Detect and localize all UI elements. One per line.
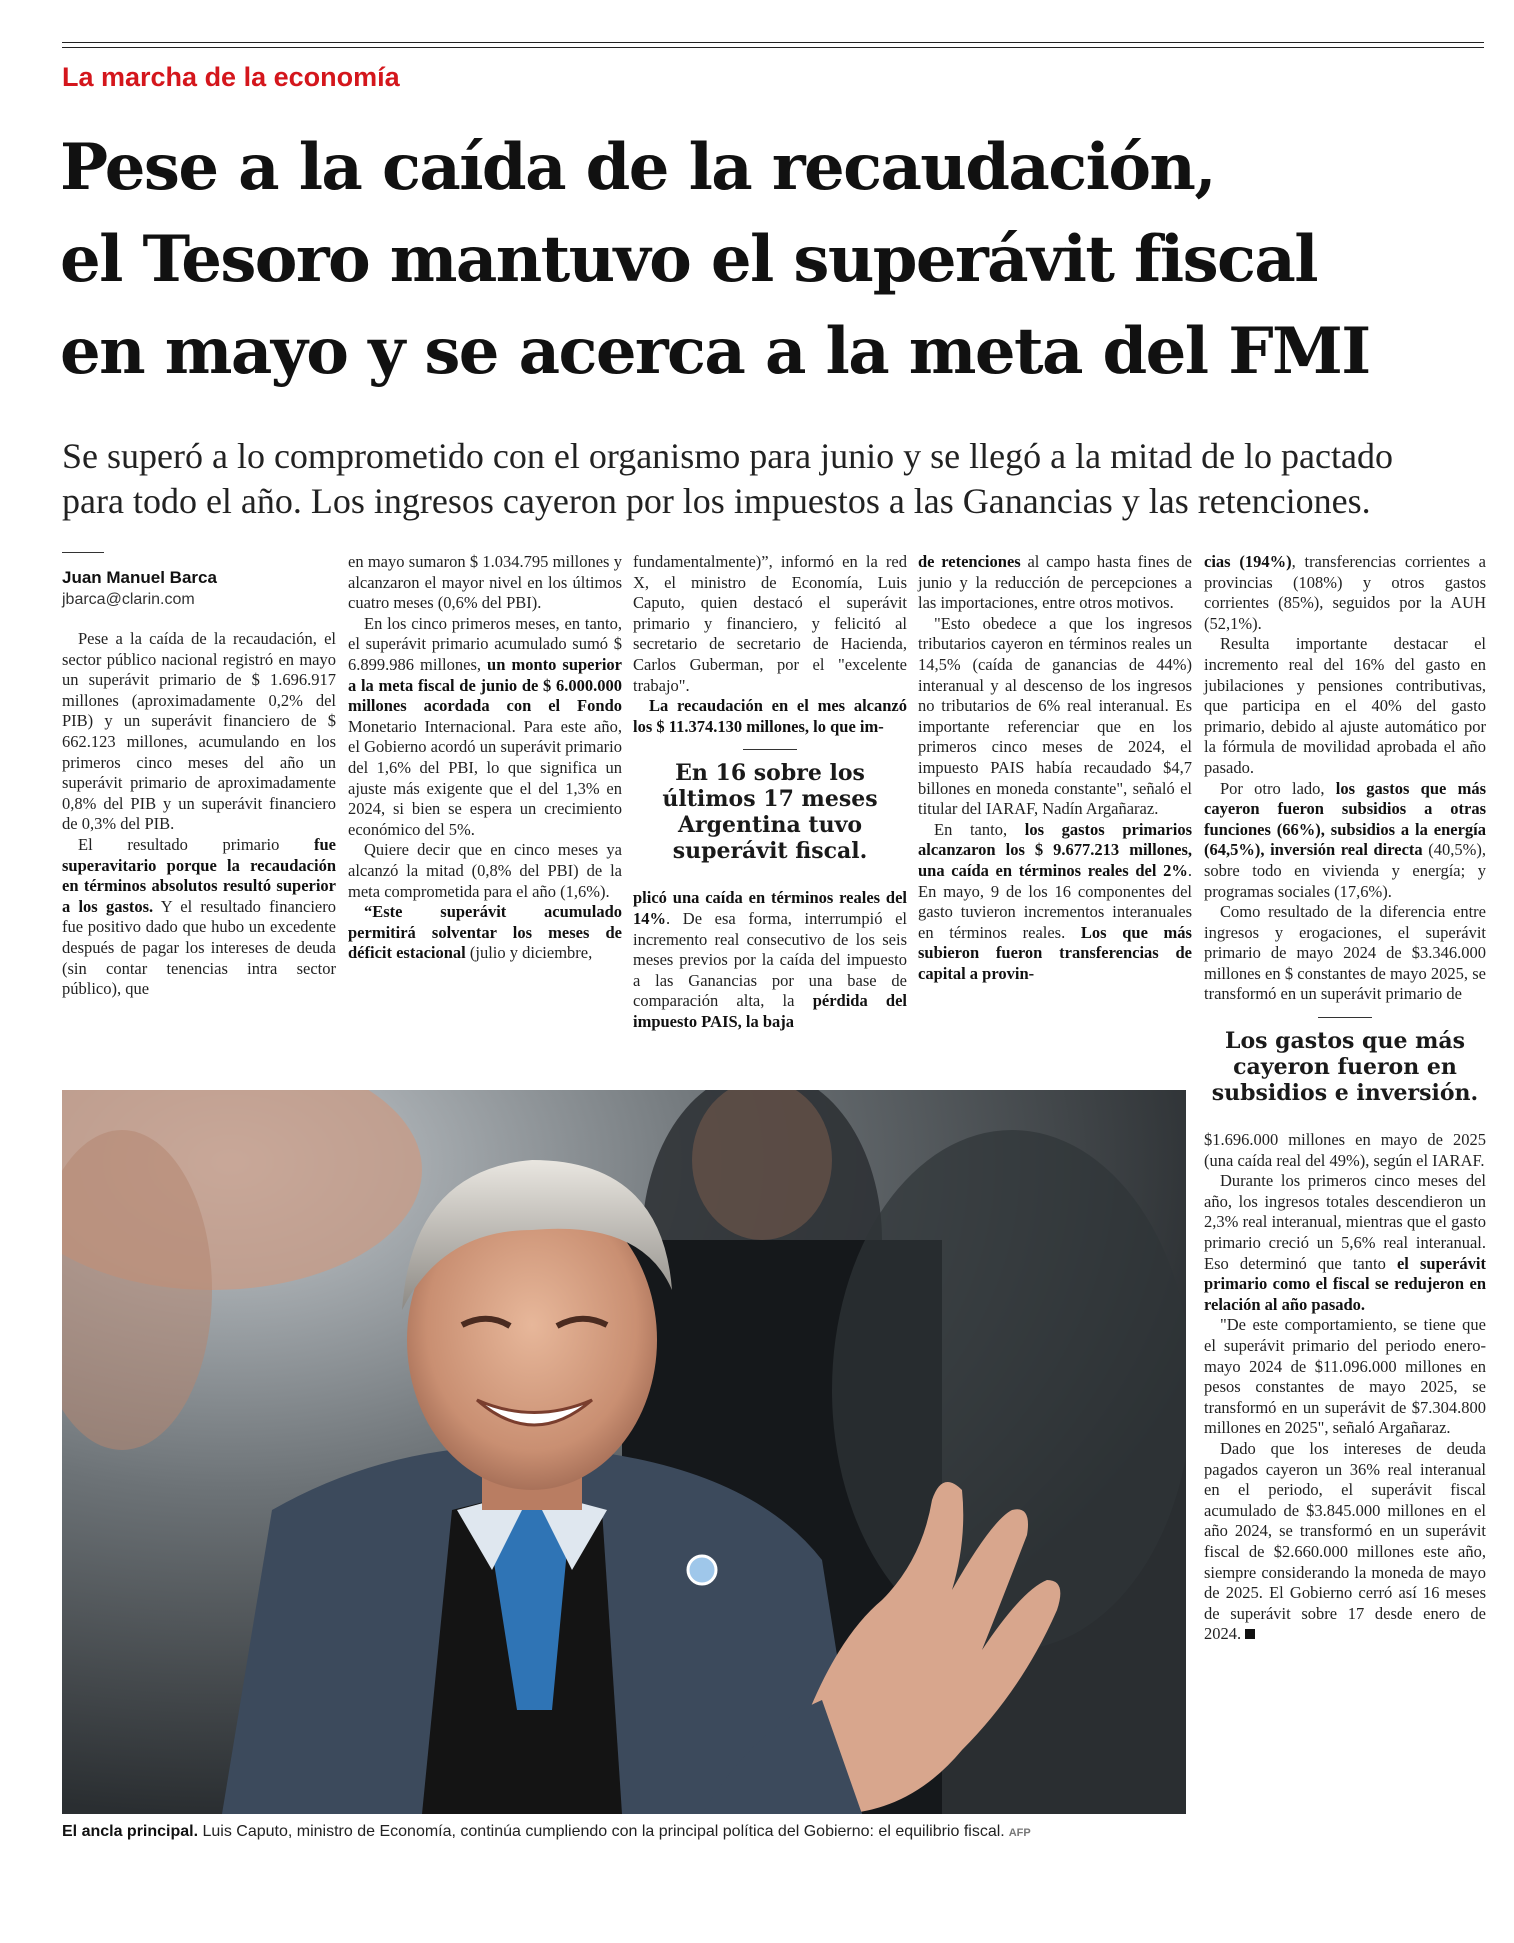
paragraph: El resultado primario fue superavitario porque la recaudación en términos absolutos resultó superior a los gastos. Y el resultado financiero fue positivo dado que hubo un excedente después de pagar los intereses de deuda (sin contar tenencias intra sector público), que [62, 834, 336, 999]
top-rule [62, 42, 1484, 43]
headline-line-1: Pese a la caída de la recaudación, [60, 130, 1216, 205]
paragraph: Dado que los intereses de deuda pagados cayeron un 36% real interanual en el periodo, el superávit fiscal acumulado de $3.845.000 millones en el año 2024, se transformó en un superávit fiscal de $2.660.000 millones este año, siempre considerando la moneda de mayo de 2025. El Gobierno cerró así 16 meses de superávit sobre 17 desde enero de 2024. [1204, 1438, 1486, 1644]
paragraph: La recaudación en el mes alcanzó los $ 11.374.130 millones, lo que im- [633, 696, 907, 736]
caption-text: Luis Caputo, ministro de Economía, continúa cumpliendo con la principal política del Gobierno: el equilibrio fiscal. [198, 1823, 1005, 1840]
paragraph: En los cinco primeros meses, en tanto, el superávit primario acumulado sumó $ 6.899.986 millones, un monto superior a la meta fiscal de junio de $ 6.000.000 millones acordada con el Fondo Monetario Internacional. Para este año, el Gobierno acordó un superávit primario del 1,6% del PBI, lo que significa un ajuste más exigente que el del 1,3% en 2024, si bien se espera un crecimiento económico del 5%. [348, 613, 622, 839]
pull-quote-1 [633, 749, 907, 864]
paragraph: fundamentalmente)”, informó en la red X, el ministro de Economía, Luis Caputo, quien destacó el superávit primario y financiero, y felicitó al secretario de secretario de Hacienda, Carlos Guberman, por el "excelente trabajo". [633, 552, 907, 695]
photo-caption [62, 1822, 1186, 1843]
deck-line-1: Se superó a lo comprometido con el organismo para junio y se llegó a la mitad de lo pactado [62, 436, 1393, 476]
article-column-3 [633, 552, 907, 1033]
paragraph: "De este comportamiento, se tiene que el superávit primario del periodo enero-mayo 2024 de $11.096.000 millones en pesos constantes de mayo 2025, se transformó en un superávit de $7.304.800 millones en 2025", señaló Argañaraz. [1204, 1315, 1486, 1438]
author-email[interactable]: jbarca@clarin.com [62, 591, 195, 608]
article-column-2 [348, 552, 622, 964]
paragraph: Resulta importante destacar el incremento real del 16% del gasto en jubilaciones y pensiones contributivas, que participa en el 40% del gasto primario, debido al ajuste automático por la fórmula de movilidad aprobada el año pasado. [1204, 634, 1486, 777]
paragraph: $1.696.000 millones en mayo de 2025 (una caída real del 49%), según el IARAF. [1204, 1130, 1486, 1170]
paragraph: Como resultado de la diferencia entre ingresos y erogaciones, el superávit primario de mayo 2024 de $3.346.000 millones en $ constantes de mayo 2025, se transformó en un superávit primario de [1204, 902, 1486, 1004]
paragraph: Pese a la caída de la recaudación, el sector público nacional registró en mayo un superávit primario de $ 1.696.917 millones (aproximadamente 0,2% del PIB) y un superávit financiero de $ 662.123 millones, acumulando en los primeros cinco meses del año un superávit primario de aproximadamente 0,8% del PIB y un superávit financiero de 0,3% del PIB. [62, 629, 336, 834]
paragraph: plicó una caída en términos reales del 14%. De esa forma, interrumpió el incremento real consecutivo de los seis meses previos por la caída del impuesto a las Ganancias por una base de comparación alta, la pérdida del impuesto PAIS, la baja [633, 888, 907, 1031]
pull-quote-rule [743, 749, 797, 750]
article-column-4 [918, 552, 1192, 984]
paragraph: Durante los primeros cinco meses del año, los ingresos totales descendieron un 2,3% real interanual, mientras que el gasto primario creció un 5,6% real interanual. Eso determinó que tanto el superávit primario como el fiscal se redujeron en relación al año pasado. [1204, 1171, 1486, 1314]
paragraph: Quiere decir que en cinco meses ya alcanzó la mitad (0,8% del PBI) de la meta comprometida para el año (1,6%). [348, 840, 622, 901]
top-rule-2 [62, 47, 1484, 48]
article-column-5 [1204, 552, 1486, 1645]
headline [60, 122, 1500, 398]
caption-lead: El ancla principal. [62, 1823, 199, 1840]
pull-quote-text: En 16 sobre los últimos 17 meses Argentina tuvo superávit fiscal. [662, 760, 878, 865]
paragraph: En tanto, los gastos primarios alcanzaron los $ 9.677.213 millones, una caída en términos reales del 2%. En mayo, 9 de los 16 componentes del gasto tuvieron incrementos interanuales en términos reales. Los que más subieron fueron transferencias de capital a provin- [918, 819, 1193, 983]
paragraph: “Este superávit acumulado permitirá solventar los meses de déficit estacional (julio y diciembre, [348, 902, 622, 963]
byline-rule [62, 552, 104, 553]
paragraph: en mayo sumaron $ 1.034.795 millones y alcanzaron el mayor nivel en los últimos cuatro meses (0,6% del PBI). [348, 552, 622, 613]
pull-quote-text: Los gastos que más cayeron fueron en subsidios e inversión. [1211, 1028, 1479, 1107]
deck-line-2: para todo el año. Los ingresos cayeron por los impuestos a las Ganancias y las retenciones. [62, 481, 1371, 521]
subheadline [62, 434, 1502, 524]
author-name: Juan Manuel Barca [62, 568, 217, 587]
headline-line-3: en mayo y se acerca a la meta del FMI [60, 314, 1370, 389]
headline-line-2: el Tesoro mantuvo el superávit fiscal [60, 222, 1317, 297]
photo-credit: AFP [1008, 1827, 1031, 1839]
pull-quote-2 [1204, 1017, 1486, 1106]
pull-quote-rule [1318, 1017, 1372, 1018]
article-photo [62, 1090, 1186, 1814]
photo-illustration [62, 1090, 1186, 1814]
section-label: La marcha de la economía [62, 62, 400, 92]
end-mark [1245, 1629, 1255, 1639]
paragraph: de retenciones al campo hasta fines de junio y la reducción de percepciones a las importaciones, entre otros motivos. [918, 552, 1192, 613]
article-column-1 [62, 552, 336, 1000]
paragraph: Por otro lado, los gastos que más cayeron fueron subsidios a otras funciones (66%), subsidios a la energía (64,5%), inversión real directa (40,5%), sobre todo en vivienda y energía; y programas sociales (17,6%). [1204, 778, 1486, 901]
paragraph: "Esto obedece a que los ingresos tributarios cayeron en términos reales un 14,5% (caída de ganancias de 44%) interanual y al descenso de los ingresos no tributarios de 6% real interanual. Es importante referenciar que en los primeros cinco meses de 2024, el impuesto PAIS había recaudado $4,7 billones en moneda constante", señaló el titular del IARAF, Nadín Argañaraz. [918, 613, 1192, 819]
paragraph: cias (194%), transferencias corrientes a provincias (108%) y otros gastos corrientes (85%), seguidos por la AUH (52,1%). [1204, 552, 1486, 633]
